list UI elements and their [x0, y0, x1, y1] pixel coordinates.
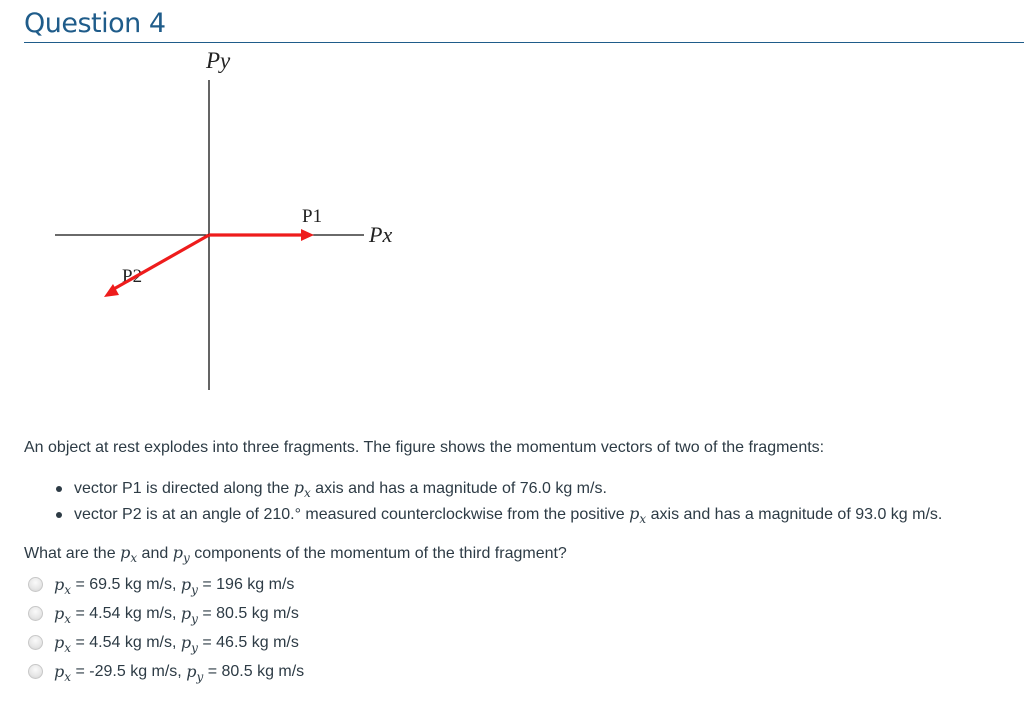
given-item-p1: vector P1 is directed along the $p_x$ axis and has a magnitude of 76.0 kg m/s. — [56, 478, 942, 504]
answer-option-2[interactable]: $p_x$ = 4.54 kg m/s, $p_y$ = 80.5 kg m/s — [28, 599, 304, 628]
momentum-figure — [0, 44, 420, 394]
radio-button-3[interactable] — [28, 635, 43, 650]
p1-label: P1 — [302, 206, 323, 227]
answer-options — [28, 570, 304, 686]
radio-button-2[interactable] — [28, 606, 43, 621]
given-list — [56, 478, 942, 530]
question-title: Question 4 — [24, 8, 166, 39]
answer-option-3[interactable]: $p_x$ = 4.54 kg m/s, $p_y$ = 46.5 kg m/s — [28, 628, 304, 657]
p2-label: P2 — [122, 266, 143, 287]
px-axis-label: Px — [369, 222, 393, 247]
py-axis-label: Py — [206, 48, 231, 73]
title-divider — [24, 42, 1024, 43]
vector-p1-arrowhead — [301, 229, 314, 241]
radio-button-1[interactable] — [28, 577, 43, 592]
vector-p2-shaft — [112, 235, 209, 290]
given-item-p2: vector P2 is at an angle of 210.° measured counterclockwise from the positive $p_x$ axis and has a magnitude of 93.0 kg m/s. — [56, 504, 942, 530]
problem-statement: An object at rest explodes into three fragments. The figure shows the momentum vectors of two of the fragments: — [24, 439, 825, 456]
answer-option-1[interactable]: $p_x$ = 69.5 kg m/s, $p_y$ = 196 kg m/s — [28, 570, 304, 599]
question-prompt: What are the $p_x$ and $p_y$ components of the momentum of the third fragment? — [24, 543, 567, 565]
answer-option-4[interactable]: $p_x$ = -29.5 kg m/s, $p_y$ = 80.5 kg m/s — [28, 657, 304, 686]
radio-button-4[interactable] — [28, 664, 43, 679]
